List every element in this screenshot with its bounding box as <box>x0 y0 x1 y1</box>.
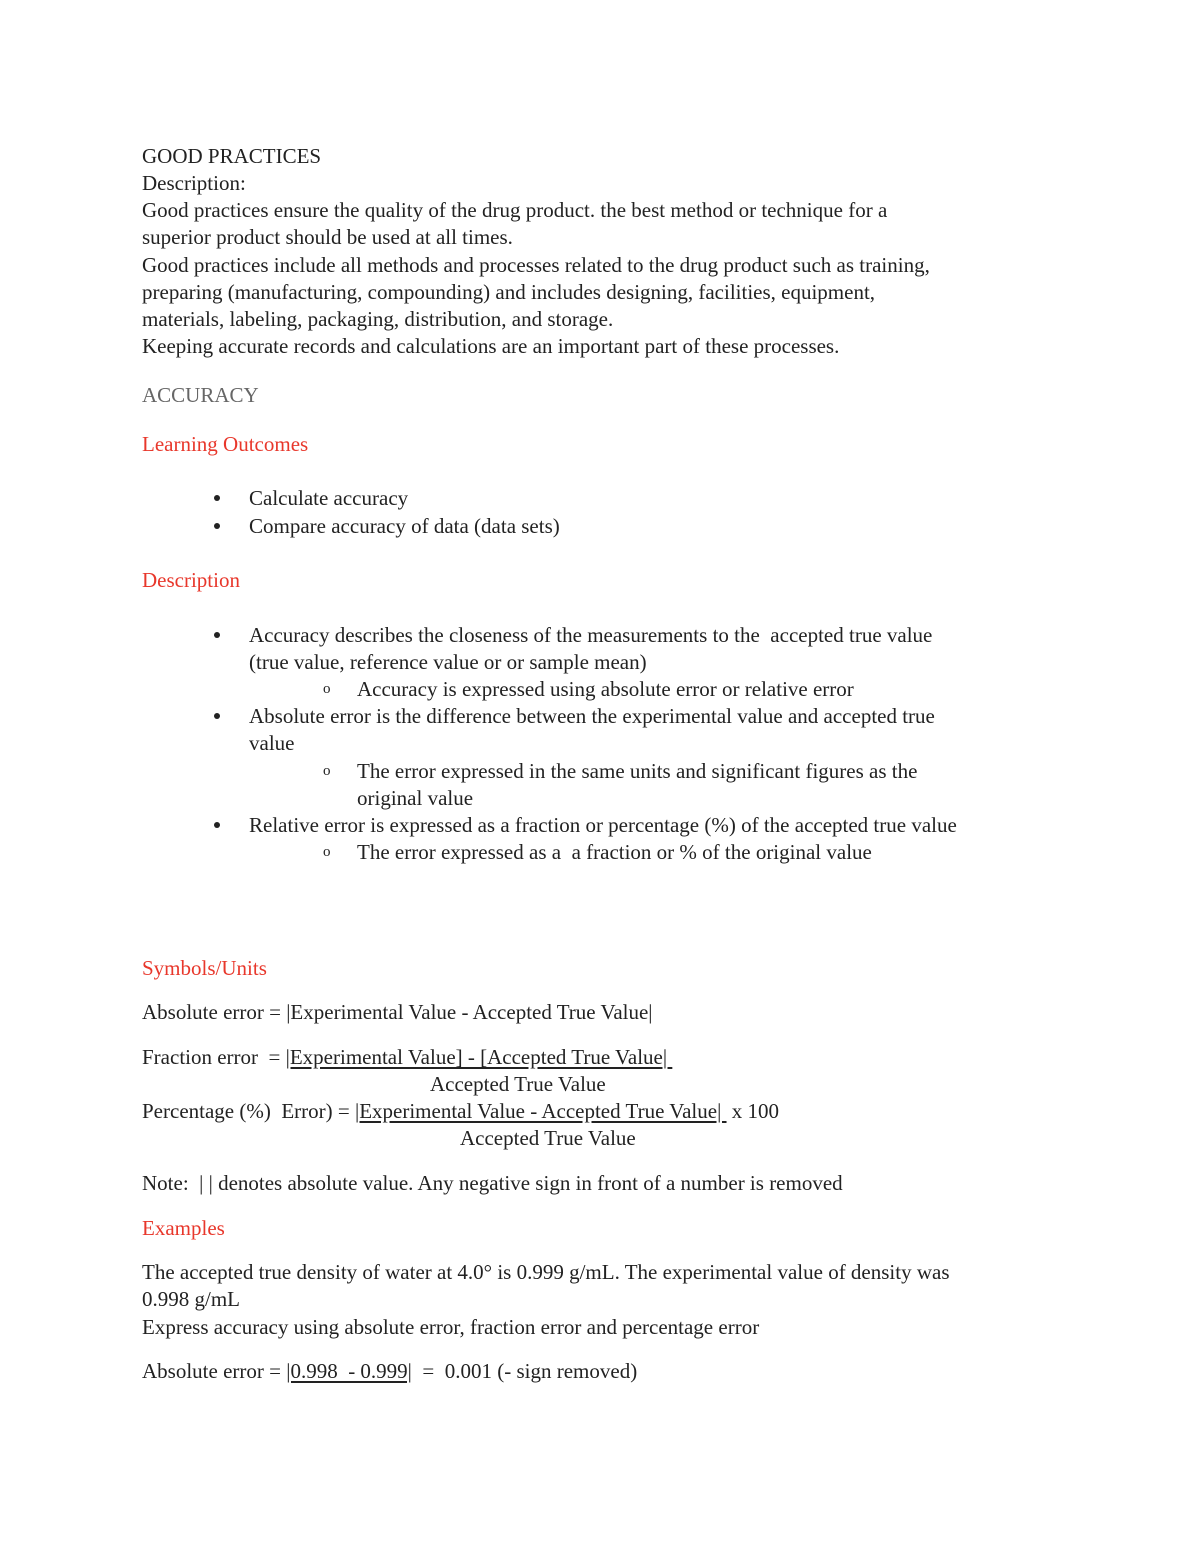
example-line: 0.998 g/mL <box>142 1287 240 1311</box>
fraction-error-denominator: Accepted True Value <box>430 1072 606 1096</box>
bullet-icon <box>214 822 220 828</box>
percent-error-prefix: Percentage (%) Error) = <box>142 1099 355 1123</box>
symbols-heading: Symbols/Units <box>142 956 267 980</box>
examples-heading: Examples <box>142 1216 225 1240</box>
accuracy-heading: ACCURACY <box>142 383 259 407</box>
description-sub-item: The error expressed as a a fraction or % of the original value <box>357 840 872 864</box>
abs-example-value: |0.998 - 0.999| <box>286 1359 412 1383</box>
description-item-line: Relative error is expressed as a fraction or percentage (%) of the accepted true value <box>249 813 957 837</box>
example-line: The accepted true density of water at 4.0° is 0.999 g/mL. The experimental value of density was <box>142 1260 950 1284</box>
description-sub-item: original value <box>357 786 474 810</box>
example-line: Express accuracy using absolute error, fraction error and percentage error <box>142 1315 760 1339</box>
sub-bullet-icon: o <box>323 681 331 697</box>
good-practices-line: Keeping accurate records and calculations are an important part of these processes. <box>142 334 840 358</box>
learning-outcome-item: Calculate accuracy <box>249 486 409 510</box>
good-practices-heading: GOOD PRACTICES <box>142 144 322 168</box>
percent-error-denominator: Accepted True Value <box>460 1126 636 1150</box>
sub-bullet-icon: o <box>323 844 331 860</box>
bullet-icon <box>214 523 220 529</box>
sub-bullet-icon: o <box>323 763 331 779</box>
description-item-line: Absolute error is the difference between the experimental value and accepted true <box>249 704 935 728</box>
good-practices-line: materials, labeling, packaging, distribution, and storage. <box>142 307 614 331</box>
percent-error-suffix: x 100 <box>726 1099 780 1123</box>
description-item-line: (true value, reference value or or sample mean) <box>249 650 647 674</box>
description-sub-item: The error expressed in the same units and significant figures as the <box>357 759 918 783</box>
good-practices-line: Good practices include all methods and processes related to the drug product such as training, <box>142 253 930 277</box>
absolute-error-formula: Absolute error = |Experimental Value - Accepted True Value| <box>142 1000 653 1024</box>
abs-example-prefix: Absolute error = <box>142 1359 287 1383</box>
bullet-icon <box>214 495 220 501</box>
description-label: Description: <box>142 171 246 195</box>
learning-outcome-item: Compare accuracy of data (data sets) <box>249 514 560 538</box>
abs-example-result: = 0.001 (- sign removed) <box>411 1359 638 1383</box>
good-practices-line: superior product should be used at all times. <box>142 225 513 249</box>
bullet-icon <box>214 632 220 638</box>
description-sub-item: Accuracy is expressed using absolute error or relative error <box>357 677 854 701</box>
description-item-line: value <box>249 731 295 755</box>
description-heading: Description <box>142 568 240 592</box>
absolute-value-note: Note: | | denotes absolute value. Any negative sign in front of a number is removed <box>142 1171 843 1195</box>
description-item-line: Accuracy describes the closeness of the measurements to the accepted true value <box>249 623 933 647</box>
fraction-error-prefix: Fraction error = <box>142 1045 286 1069</box>
good-practices-line: preparing (manufacturing, compounding) and includes designing, facilities, equipment, <box>142 280 876 304</box>
percent-error-numerator: |Experimental Value - Accepted True Value| <box>354 1099 727 1123</box>
absolute-error-example <box>142 1358 637 1385</box>
learning-outcomes-heading: Learning Outcomes <box>142 432 309 456</box>
fraction-error-numerator: |Experimental Value] - [Accepted True Value| <box>285 1045 673 1069</box>
bullet-icon <box>214 713 220 719</box>
fraction-error-formula <box>142 1044 672 1071</box>
percent-error-formula <box>142 1098 779 1125</box>
good-practices-line: Good practices ensure the quality of the drug product. the best method or technique for a <box>142 198 888 222</box>
